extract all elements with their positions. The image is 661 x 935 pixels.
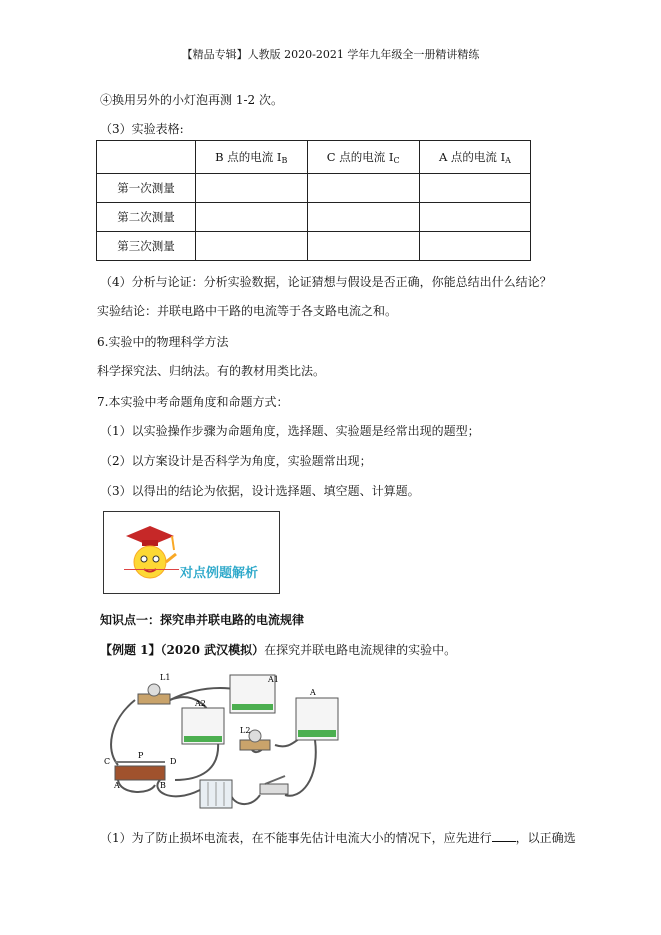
table-cell [307,174,419,203]
conclusion-text: 实验结论：并联电路中干路的电流等于各支路电流之和。 [97,304,398,318]
table-header-cell [419,141,530,174]
label-c: C [104,757,111,766]
page-header: 【精品专辑】人教版 2020-2021 学年九年级全一册精讲精练 [181,48,480,61]
question-1-tail: ，以正确选 [515,831,576,845]
example-line [100,641,456,658]
circuit-diagram [100,670,360,810]
table-row [97,203,531,232]
table-cell [307,232,419,261]
question-1 [100,829,576,846]
angle-2: （2）以方案设计是否科学为角度，实验题常出现； [100,454,372,468]
table-cell [419,232,530,261]
switch [260,784,288,794]
label-a: A [310,688,316,697]
table-cell [307,203,419,232]
analysis-text: （4）分析与论证：分析实验数据，论证猜想与假设是否正确，你能总结出什么结论？ [100,275,552,289]
label-d: D [170,757,177,766]
label-a1: A1 [268,675,279,684]
example-text: 在探究并联电路电流规律的实验中。 [264,643,457,657]
row-label: 第二次测量 [97,203,196,232]
col-c-label: C 点的电流 I [326,150,394,164]
table-cell [196,232,308,261]
label-b: B [160,781,166,790]
example-source: （2020 武汉模拟） [160,643,265,657]
table-header-cell [196,141,308,174]
knowledge-point-heading: 知识点一：探究串并联电路的电流规律 [100,613,305,627]
table-title: （3）实验表格: [100,122,184,136]
label-l1: L1 [160,673,171,682]
answer-blank[interactable] [492,831,516,842]
label-a2: A2 [195,699,206,708]
row-label: 第三次测量 [97,232,196,261]
step-4: ④换用另外的小灯泡再测 1-2 次。 [100,93,283,107]
scholar-mascot-icon [116,518,186,588]
table-row [97,232,531,261]
col-a-sub: A [505,156,511,165]
angle-1: （1）以实验操作步骤为命题角度，选择题、实验题是经常出现的题型； [100,424,480,438]
label-l2: L2 [240,726,251,735]
table-cell [419,174,530,203]
section-7-heading: 7.本实验中考命题角度和命题方式： [97,395,289,409]
col-a-label: A 点的电流 I [438,150,506,164]
table-cell [196,174,308,203]
example-banner [103,511,280,594]
section-6-heading: 6.实验中的物理科学方法 [97,335,229,349]
table-cell [196,203,308,232]
table-header-cell [307,141,419,174]
table-row [97,174,531,203]
label-p: P [138,751,144,760]
question-1-text: （1）为了防止损坏电流表，在不能事先估计电流大小的情况下，应先进行 [100,831,492,845]
col-b-label: B 点的电流 I [215,150,282,164]
angle-3: （3）以得出的结论为依据，设计选择题、填空题、计算题。 [100,484,420,498]
row-label: 第一次测量 [97,174,196,203]
col-c-sub: C [393,156,400,165]
banner-title: 对点例题解析 [180,566,259,581]
table-cell [419,203,530,232]
table-header-row [97,141,531,174]
table-header-cell [97,141,196,174]
rheostat [115,766,165,780]
example-tag: 【例题 1】 [100,643,161,657]
label-a-end: A [114,781,120,790]
banner-rule [124,569,179,570]
experiment-table [96,140,531,261]
methods-text: 科学探究法、归纳法。有的教材用类比法。 [97,364,326,378]
col-b-sub: B [281,156,288,165]
